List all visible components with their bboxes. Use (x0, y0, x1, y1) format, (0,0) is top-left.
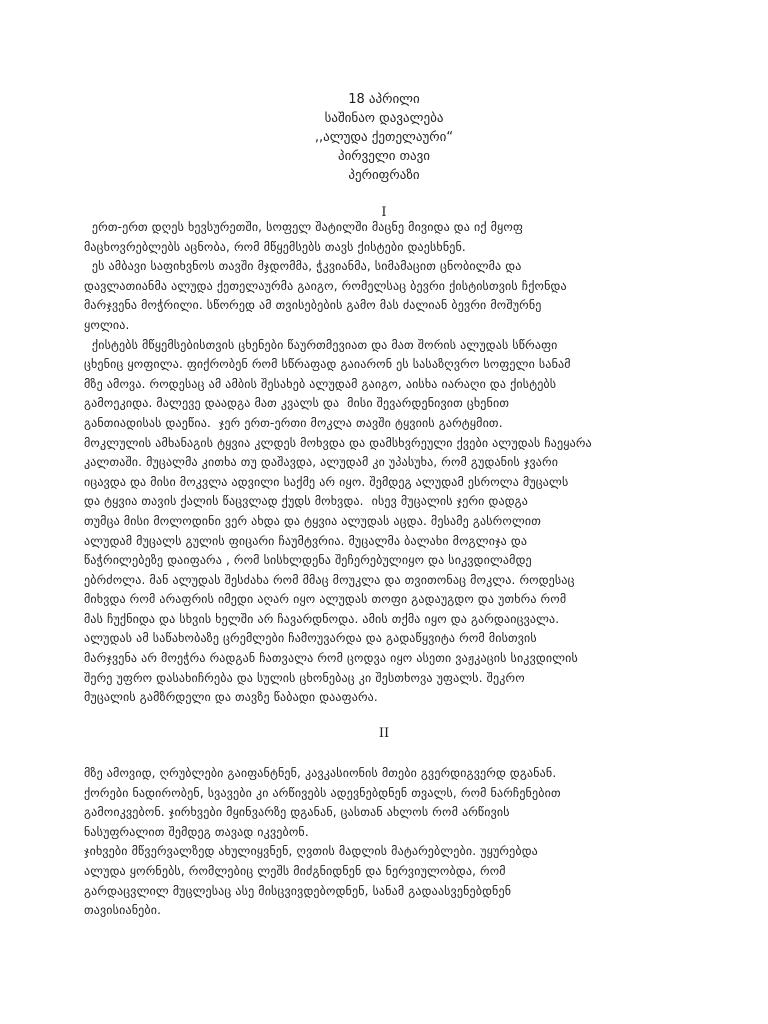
text-line: ჯიხვები მწვერვალზედ ახულიყვნენ, ღვთის მადლის მატარებლები. უყურებდა (84, 844, 538, 859)
text-line: გამოეკიდა. მალევე დაადგა მათ კვალს და მისი შევარდენივით ცხენით (84, 396, 510, 411)
text-line: მოკლულის ამხანაგის ტყვია კლდეს მოხვდა და დამსხვრეული ქვები ალუდას ჩაეყარა (84, 435, 592, 450)
header-work-title: ,,ალუდა ქეთელაური“ (314, 130, 454, 145)
header-date: 18 აპრილი (348, 92, 420, 107)
header-paraphrase: პერიფრაზი (348, 168, 420, 183)
text-line: ნასუფრალით შემდეგ თავად იკვებონ. (84, 824, 309, 839)
text-line: ებრძოლა. მან ალუდას შესძახა რომ მმაც მოუკლა და თვითონაც მოკლა. როდესაც (84, 572, 575, 587)
text-line: დავლათიანმა ალუდა ქეთელაურმა გაიგო, რომელსაც ბევრი ქისტისთვის ჩქონდა (84, 278, 567, 293)
text-line: მარჯვენა მოჭრილი. სწორედ ამ თვისებების გამო მას ძალიან ბევრი მოშურნე (84, 298, 542, 313)
text-line: იცავდა და მისი მოკვლა ადვილი საქმე არ იყო. შემდეგ ალუდამ ესროლა მუცალს (84, 474, 569, 489)
text-line: ერთ-ერთ დღეს ხევსურეთში, სოფელ შატილში მაცნე მივიდა და იქ მყოფ (84, 220, 524, 234)
text-line: თავისიანები. (84, 903, 162, 918)
text-line: და ტყვია თავის ქალის წაცვლად ქუდს მოხვდა. ისევ მუცალის ჯერი დადგა (84, 494, 529, 509)
text-line: მას ჩუქნიდა და სხვის ხელში არ ჩავარდნოდა. ამის თქმა იყო და გარდაიცვალა. (84, 611, 560, 626)
text-line: კალთაში. მუცალმა კითხა თუ დაშავდა, ალუდამ კი უპასუხა, რომ გუდანის ჯვარი (84, 455, 559, 470)
text-line: ყოლია. (84, 317, 130, 332)
text-line: თუმცა მისი მოლოდინი ვერ ახდა და ტყვია ალუდას აცდა. მესამე გასროლით (84, 513, 542, 528)
text-line: გამოიკვებონ. ჯირხვები მყინვარზე დგანან, ცასთან ახლოს რომ არწივის (84, 805, 510, 820)
text-line: მარჯვენა არ მოეჭრა რადგან ჩათვალა რომ ცოდვა იყო ასეთი ვაჟკაცის სიკვდილის (84, 651, 578, 666)
text-line: ქისტებს მწყემსებისთვის ცხენები წაურთმევიათ და მათ შორის ალუდას სწრაფი (84, 337, 558, 352)
text-line: მუცალის გამზრდელი და თავზე წაბადი დააფარა. (84, 690, 378, 705)
text-line: ალუდამ მუცალს გულის ფიცარი ჩაუმტვრია. მუცალმა ბალახი მოგლიჯა და (84, 533, 528, 548)
text-line: მიხვდა რომ არაფრის იმედი აღარ იყო ალუდას თოფი გადაუგდო და უთხრა რომ (84, 592, 567, 607)
section-2-text (84, 764, 724, 921)
text-line: ქორები ნადირობენ, სვავები კი არწივებს ადევნებდნენ თვალს, რომ ნარჩენებით (84, 785, 561, 800)
text-line: ეს ამბავი საფიხვნოს თავში მჯდომმა, ჭკვიანმა, სიმამაცით ცნობილმა და (84, 259, 522, 274)
document-header (0, 90, 768, 185)
section-1-number: I (381, 205, 387, 220)
text-line: გარდაცვლილ მუცლესაც ასე მისცვივდებოდნენ, სანამ გადაასვენებდნენ (84, 883, 512, 898)
text-line: შერე უფრო დასახიჩრება და სულის ცხონებაც კი შესთხოვა უფალს. შეკრო (84, 670, 525, 685)
text-line: ალუდას ამ საწახობაზე ცრემლები ჩამოუვარდა და გადაწყვიტა რომ მისთვის (84, 631, 537, 646)
header-chapter: პირველი თავი (337, 149, 431, 164)
header-assignment: საშინაო დავალება (324, 111, 444, 126)
text-line: განთიადისას დაეწია. ჯერ ერთ-ერთი მოკლა თავში ტყვიის გარტყმით. (84, 415, 503, 430)
text-line: წაჭრილებეზე დაიფარა , რომ სისხლდენა შეჩერებულიყო და სიკვდილამდე (84, 553, 532, 568)
text-line: ალუდა ყორნებს, რომლებიც ლეშს მიძგნიდნენ და ნერვიულობდა, რომ (84, 863, 506, 878)
text-line: მზე ამოვიდ, ღრუბლები გაიფანტნენ, კავკასიონის მთები გვერდიგვერდ დგანან. (84, 766, 557, 780)
text-line: მზე ამოვა. როდესაც ამ ამბის შესახებ ალუდამ გაიგო, აისხა იარაღი და ქისტებს (84, 376, 557, 391)
text-line: ცხენიც ყოფილა. ფიქრობენ რომ სწრაფად გაიარონ ეს სასაზღვრო სოფელი სანამ (84, 357, 571, 372)
text-line: მაცხოვრებლებს აცნობა, რომ მწყემსებს თავს ქისტები დაესხნენ. (84, 239, 466, 254)
section-2-number: II (378, 726, 390, 741)
section-1-text (84, 218, 724, 708)
